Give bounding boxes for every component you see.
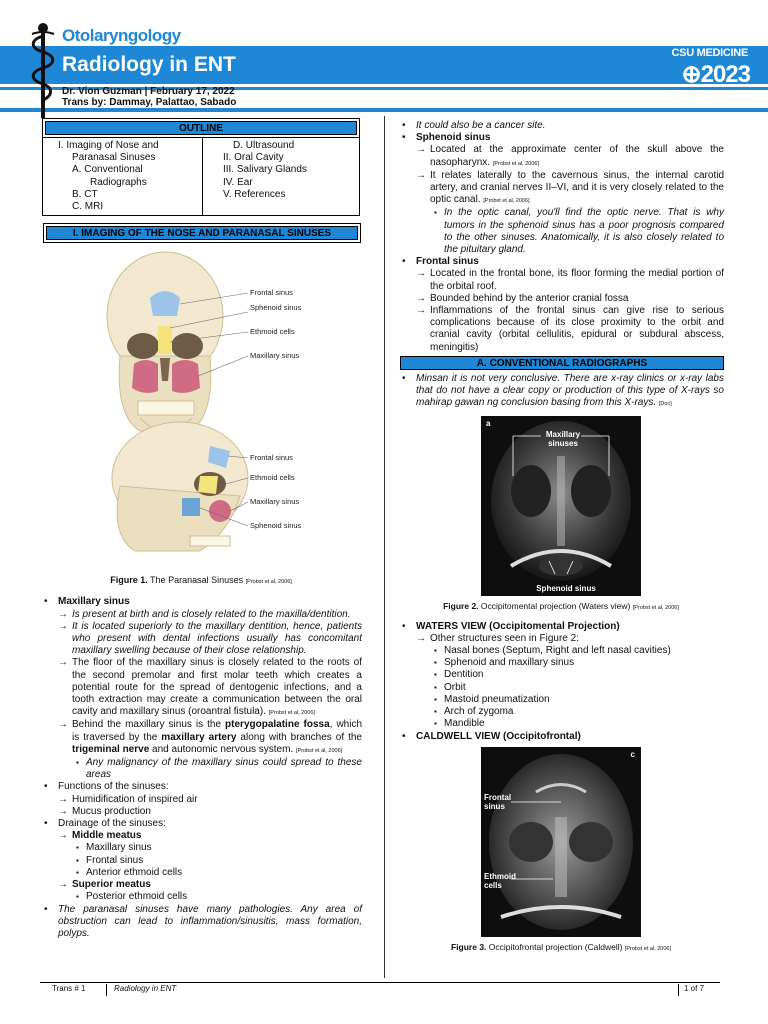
- outline-col-2: [203, 138, 359, 215]
- page-title: Radiology in ENT: [62, 53, 236, 76]
- lecturer-line: Dr. Vion Guzman | February 17, 2022: [62, 86, 235, 97]
- list-item: • Drainage of the sinuses:: [40, 818, 362, 830]
- list-item: → It relates laterally to the cavernous sinus, the internal carotid artery, and cranial nerves II–VI, and it is very closely related to the optic canal. [Probst et al, 2006]: [398, 170, 724, 208]
- list-item: → Behind the maxillary sinus is the pterygopalatine fossa, which is traversed by the maxillary artery along with branches of the trigeminal nerve and autonomic nervous system. [Probst et al, 2006]: [40, 719, 362, 757]
- list-item: → Bounded behind by the anterior cranial fossa: [398, 293, 724, 305]
- outline-col-1: [43, 138, 203, 215]
- footer-separator: [678, 984, 679, 996]
- list-item: • WATERS VIEW (Occipitomental Projection): [398, 621, 724, 633]
- list-item: ▪ Arch of zygoma: [398, 706, 724, 718]
- caduceus-icon: [28, 22, 58, 118]
- list-item: ▪ Any malignancy of the maxillary sinus could spread to these areas: [40, 757, 362, 781]
- list-item: ▪ Sphenoid and maxillary sinus: [398, 657, 724, 669]
- label-frontal-sinus-side: Frontal sinus: [250, 453, 293, 463]
- batch-year: ⊕2023: [681, 61, 750, 88]
- list-item: ▪ Dentition: [398, 669, 724, 681]
- outline-item: D. Ultrasound: [233, 140, 295, 151]
- outline-item: II. Oral Cavity: [223, 152, 284, 164]
- label-maxillary-sinus: Maxillary sinus: [250, 351, 300, 361]
- list-item: → Superior meatus: [40, 879, 362, 891]
- figure-1-caption: Figure 1. The Paranasal Sinuses [Probst et al, 2006]: [110, 575, 292, 586]
- figure-3-letter: c: [630, 749, 635, 759]
- list-item: → Is present at birth and is closely related to the maxilla/dentition.: [40, 609, 362, 621]
- list-item: → Humidification of inspired air: [40, 794, 362, 806]
- outline-item: C. MRI: [72, 201, 104, 213]
- footer-subject: Radiology in ENT: [114, 984, 177, 993]
- column-divider: [384, 116, 385, 978]
- department-name: Otolaryngology: [62, 26, 181, 45]
- label-frontal-sinus: Frontal sinus: [250, 288, 293, 298]
- label-ethmoid-cells: Ethmoid cells: [250, 327, 295, 337]
- list-item: • Sphenoid sinus: [398, 132, 724, 144]
- list-item: ▪ Mastoid pneumatization: [398, 694, 724, 706]
- figure-2-letter: a: [486, 419, 491, 429]
- figure-3-label-ethmoid: Ethmoid cells: [484, 871, 516, 890]
- header-rule-lower: [0, 108, 768, 112]
- figure-2-xray: [481, 416, 641, 596]
- outline-box: [42, 118, 360, 216]
- outline-item: III. Salivary Glands: [223, 164, 307, 176]
- list-item: ▪ Mandible: [398, 718, 724, 730]
- list-item: ▪ Nasal bones (Septum, Right and left nasal cavities): [398, 645, 724, 657]
- footer-separator: [106, 984, 107, 996]
- figure-3-label-frontal: Frontal sinus: [484, 792, 512, 811]
- figure-2-label-maxillary: Maxillary sinuses: [545, 430, 581, 449]
- list-item: → Middle meatus: [40, 830, 362, 842]
- list-item: → The floor of the maxillary sinus is closely related to the roots of the second premolar and first molar teeth which creates a potential route for the spread of dentogenic infections, and a tooth extraction may create a communication between the oral cavity and maxillary sinus (oroantral fistula). [Probst et al, 2006]: [40, 657, 362, 719]
- section-heading: I. IMAGING OF THE NOSE AND PARANASAL SINUSES: [46, 226, 358, 240]
- list-item: • It could also be a cancer site.: [398, 120, 724, 132]
- list-item: ▪ Posterior ethmoid cells: [40, 891, 362, 903]
- list-item: • Minsan it is not very conclusive. There are x-ray clinics or x-ray labs that do not have a clear copy or production of this type of X-rays so mahirap gawan ng conclusion basing from this X-rays. [Doc]: [398, 373, 724, 411]
- label-maxillary-sinus-side: Maxillary sinus: [250, 497, 300, 507]
- list-item: ▪ In the optic canal, you'll find the optic nerve. That is why tumors in the sphenoid sinus has a poor prognosis compared to the other sinuses. Anatomically, it is also closely related to the pituitary gland.: [398, 207, 724, 256]
- figure-1: [40, 246, 360, 572]
- list-item: • The paranasal sinuses have many pathologies. Any area of obstruction can lead to inflammation/sinusitis, mass formation, polyps.: [40, 904, 362, 941]
- transcribers-line: Trans by: Dammay, Palattao, Sabado: [62, 97, 237, 108]
- list-item: • Maxillary sinus: [40, 596, 362, 608]
- figure-3-xray: [481, 747, 641, 937]
- outline-heading: OUTLINE: [45, 121, 357, 135]
- label-ethmoid-cells-side: Ethmoid cells: [250, 473, 295, 483]
- figure-2-label-sphenoid: Sphenoid sinus: [536, 584, 596, 594]
- list-item: • Frontal sinus: [398, 256, 724, 268]
- outline-item: A. Conventional: [72, 164, 143, 176]
- label-sphenoid-sinus: Sphenoid sinus: [250, 303, 302, 313]
- figure-2-caption: Figure 2. Occipitomental projection (Waters view) [Probst et al, 2006]: [443, 601, 679, 612]
- list-item: → Inflammations of the frontal sinus can give rise to serious complications because of its close proximity to the orbit and cranial cavity (orbital cellulitis, epidural or subdural abscess, meningitis): [398, 305, 724, 354]
- outline-item: V. References: [223, 188, 286, 200]
- left-column: [40, 118, 362, 940]
- list-item: → Located in the frontal bone, its floor forming the medial portion of the orbital roof.: [398, 268, 724, 292]
- list-item: ▪ Frontal sinus: [40, 855, 362, 867]
- footer-trans-number: Trans # 1: [52, 984, 86, 993]
- outline-item: Paranasal Sinuses: [72, 152, 156, 164]
- footer-rule: [40, 982, 720, 983]
- list-item: → Located at the approximate center of the skull above the nasopharynx. [Probst et al, 2006]: [398, 144, 724, 169]
- list-item: ▪ Maxillary sinus: [40, 842, 362, 854]
- list-item: → Mucus production: [40, 806, 362, 818]
- list-item: ▪ Orbit: [398, 682, 724, 694]
- school-name: CSU MEDICINE: [671, 47, 748, 59]
- right-column: [398, 120, 724, 955]
- list-item: → It is located superiorly to the maxillary dentition, hence, patients who present with dental infections usually has concomitant maxillary swelling because of their close relationship.: [40, 621, 362, 658]
- outline-item: Radiographs: [90, 176, 147, 188]
- outline-item: B. CT: [72, 188, 98, 200]
- list-item: • Functions of the sinuses:: [40, 781, 362, 793]
- label-sphenoid-sinus-side: Sphenoid sinus: [250, 521, 302, 531]
- outline-item: I. Imaging of Nose and: [58, 140, 159, 151]
- list-item: → Other structures seen in Figure 2:: [398, 633, 724, 645]
- figure-3-caption: Figure 3. Occipitofrontal projection (Caldwell) [Probst et al, 2006]: [450, 941, 672, 952]
- outline-item: IV. Ear: [223, 176, 253, 188]
- section-heading: A. CONVENTIONAL RADIOGRAPHS: [400, 356, 724, 370]
- footer-page-number: 1 of 7: [684, 984, 705, 993]
- list-item: • CALDWELL VIEW (Occipitofrontal): [398, 731, 724, 743]
- list-item: ▪ Anterior ethmoid cells: [40, 867, 362, 879]
- skull-illustration: [40, 246, 360, 572]
